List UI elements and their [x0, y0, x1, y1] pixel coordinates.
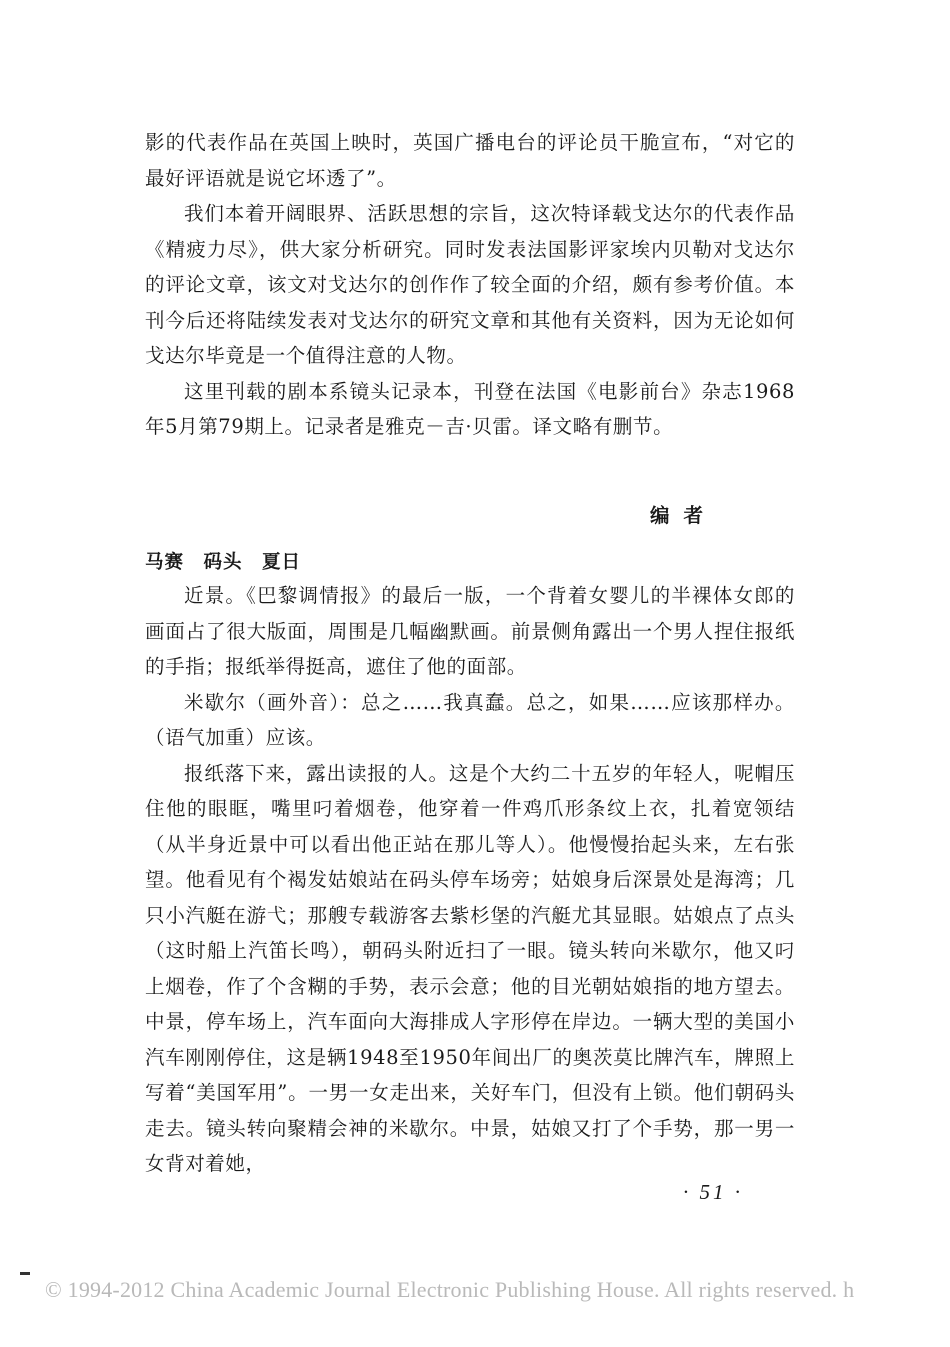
script-paragraph: 报纸落下来，露出读报的人。这是个大约二十五岁的年轻人，呢帽压住他的眼眶，嘴里叼着烟卷，他穿着一件鸡爪形条纹上衣，扎着宽领结（从半身近景中可以看出他正站在那儿等人）。他慢慢抬起头来，左右张望。他看见有个褐发姑娘站在码头停车场旁；姑娘身后深景处是海湾；几只小汽艇在游弋；那艘专载游客去紫杉堡的汽艇尤其显眼。姑娘点了点头（这时船上汽笛长鸣），朝码头附近扫了一眼。镜头转向米歇尔，他又叼上烟卷，作了个含糊的手势，表示会意；他的目光朝姑娘指的地方望去。中景，停车场上，汽车面向大海排成人字形停在岸边。一辆大型的美国小汽车刚刚停住，这是辆1948至1950年间出厂的奥茨莫比牌汽车，牌照上写着“美国军用”。一男一女走出来，关好车门，但没有上锁。他们朝码头走去。镜头转向聚精会神的米歇尔。中景，姑娘又打了个手势，那一男一女背对着她， — [145, 761, 795, 1175]
script-paragraph: 米歇尔（画外音）：总之……我真蠢。总之，如果……应该那样办。（语气加重）应该。 — [145, 690, 795, 749]
copyright-footer — [20, 1274, 950, 1314]
editor-note — [145, 125, 795, 445]
intro-paragraph: 我们本着开阔眼界、活跃思想的宗旨，这次特译载戈达尔的代表作品《精疲力尽》，供大家分析研究。同时发表法国影评家埃内贝勒对戈达尔的评论文章，该文对戈达尔的创作作了较全面的介绍，颇有参考价值。本刊今后还将陆续发表对戈达尔的研究文章和其他有关资料，因为无论如何戈达尔毕竟是一个值得注意的人物。 — [145, 202, 795, 367]
intro-paragraph: 这里刊载的剧本系镜头记录本，刊登在法国《电影前台》杂志1968年5月第79期上。记录者是雅克－吉·贝雷。译文略有删节。 — [145, 379, 795, 438]
scene-heading: 马赛 码头 夏日 — [145, 552, 302, 573]
page-number: · 51 · — [683, 1180, 743, 1204]
script-paragraph: 近景。《巴黎调情报》的最后一版，一个背着女婴儿的半裸体女郎的画面占了很大版面，周围是几幅幽默画。前景侧角露出一个男人捏住报纸的手指；报纸举得挺高，遮住了他的面部。 — [145, 584, 795, 678]
screenplay-text — [145, 578, 795, 1182]
editor-signature: 编者 — [650, 504, 718, 527]
dash-mark — [20, 1272, 30, 1275]
intro-paragraph: 影的代表作品在英国上映时，英国广播电台的评论员干脆宣布，“对它的最好评语就是说它坏透了”。 — [145, 131, 795, 190]
copyright-text: © 1994-2012 China Academic Journal Electronic Publishing House. All rights reserved. h — [45, 1277, 855, 1302]
